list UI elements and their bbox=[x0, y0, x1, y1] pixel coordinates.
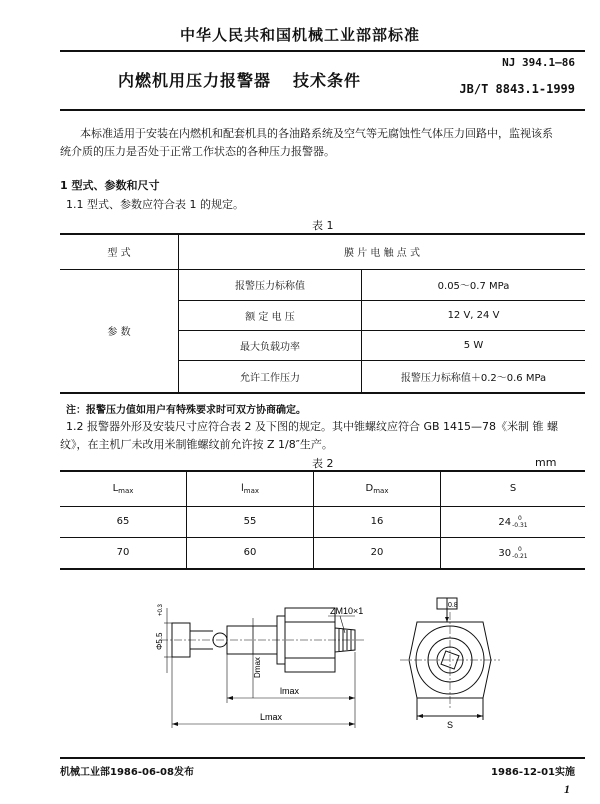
table2-unit: mm bbox=[535, 456, 557, 469]
col-L-max bbox=[60, 471, 187, 506]
section-1-heading: 1 型式、参数和尺寸 bbox=[60, 179, 160, 192]
table-row bbox=[60, 269, 585, 300]
clause-1-2-line-1: 1.2 报警器外形及安装尺寸应符合表 2 及下图的规定。其中锥螺纹应符合 GB 1415—78《米制 锥 螺 bbox=[66, 420, 559, 433]
issue-date: 机械工业部1986-06-08发布 bbox=[60, 767, 194, 778]
table1-header-row bbox=[60, 234, 585, 269]
title-sub: 技术条件 bbox=[293, 71, 362, 90]
thread-label: ZM10×1 bbox=[330, 606, 364, 616]
cell-l: 60 bbox=[187, 537, 314, 569]
S-lower: -0.21 bbox=[512, 552, 528, 560]
col-l-sub: max bbox=[243, 486, 260, 495]
side-view-drawing bbox=[150, 588, 380, 738]
param-name: 最大负载功率 bbox=[179, 330, 362, 360]
lmax-small-label: lmax bbox=[280, 686, 300, 696]
table1-caption: 表 1 bbox=[312, 219, 334, 232]
table-2 bbox=[60, 470, 585, 570]
col-l-label: l bbox=[240, 482, 244, 494]
cell-D: 16 bbox=[314, 506, 441, 537]
dmax-label: Dmax bbox=[253, 657, 262, 678]
cell-S bbox=[441, 506, 586, 537]
clause-1-1: 1.1 型式、参数应符合表 1 的规定。 bbox=[66, 198, 244, 211]
S-upper: 0 bbox=[517, 514, 522, 522]
S-value: 30 bbox=[498, 547, 512, 559]
clause-1-2-line-2: 纹》，在主机厂未改用米制锥螺纹前允许按 Z 1/8″生产。 bbox=[60, 438, 333, 451]
table-1 bbox=[60, 233, 585, 394]
dim-left-label: Φ5.5 bbox=[155, 632, 164, 650]
col-D-max bbox=[314, 471, 441, 506]
param-value: 5 W bbox=[463, 339, 484, 351]
S-lower: -0.31 bbox=[512, 521, 528, 529]
issuing-authority: 中华人民共和国机械工业部部标准 bbox=[179, 26, 420, 44]
dim-left-tolerance: +0.3 bbox=[158, 604, 164, 616]
cell-L: 70 bbox=[60, 537, 187, 569]
col-l-max bbox=[187, 471, 314, 506]
effective-date: 1986-12-01实施 bbox=[491, 767, 575, 778]
col-D-label: D bbox=[365, 482, 374, 494]
tolerance-value: 0.8 bbox=[448, 602, 458, 609]
page-number: 1 bbox=[564, 782, 570, 796]
col-L-sub: max bbox=[118, 486, 134, 495]
table1-row-group: 参 数 bbox=[60, 269, 179, 393]
intro-line-1: 本标准适用于安装在内燃机和配套机具的各油路系统及空气等无腐蚀性气体压力回路中，监视该系 bbox=[80, 127, 553, 140]
s-label: S bbox=[447, 720, 454, 730]
end-view-drawing bbox=[395, 592, 505, 732]
param-value: 12 V, 24 V bbox=[447, 309, 500, 321]
col-D-sub: max bbox=[373, 486, 389, 495]
table-row bbox=[60, 537, 585, 569]
col-S-label: S bbox=[509, 483, 517, 495]
col-L-label: L bbox=[112, 482, 119, 494]
param-name: 报警压力标称值 bbox=[179, 269, 362, 300]
cell-L: 65 bbox=[60, 506, 187, 537]
title-main: 内燃机用压力报警器 bbox=[118, 71, 272, 90]
standard-code-new: JB/T 8843.1-1999 bbox=[459, 82, 575, 96]
param-value: 报警压力标称值＋0.2～0.6 MPa bbox=[400, 372, 547, 384]
table1-col-type: 型 式 bbox=[60, 234, 179, 269]
table2-caption: 表 2 bbox=[312, 457, 334, 470]
cell-l: 55 bbox=[187, 506, 314, 537]
document-title bbox=[118, 68, 361, 91]
standard-code-old: NJ 394.1—86 bbox=[502, 56, 575, 69]
intro-line-2: 统介质的压力是否处于正常工作状态的各种压力报警器。 bbox=[60, 145, 335, 158]
cell-S bbox=[441, 537, 586, 569]
param-name: 额 定 电 压 bbox=[179, 300, 362, 330]
S-tolerance bbox=[512, 515, 528, 529]
S-upper: 0 bbox=[517, 545, 522, 553]
table2-header-row bbox=[60, 471, 585, 506]
footer-rule bbox=[60, 757, 585, 759]
table-row bbox=[60, 506, 585, 537]
S-value: 24 bbox=[498, 516, 512, 528]
S-tolerance bbox=[512, 546, 528, 560]
cell-D: 20 bbox=[314, 537, 441, 569]
header-rule bbox=[60, 50, 585, 52]
col-S bbox=[441, 471, 586, 506]
param-name: 允许工作压力 bbox=[179, 360, 362, 393]
lmax-big-label: Lmax bbox=[260, 712, 283, 722]
title-rule bbox=[60, 109, 585, 111]
param-value: 0.05～0.7 MPa bbox=[437, 281, 510, 292]
table1-col-value: 膜 片 电 触 点 式 bbox=[344, 248, 420, 260]
table1-note: 注：报警压力值如用户有特殊要求时可双方协商确定。 bbox=[66, 405, 306, 416]
